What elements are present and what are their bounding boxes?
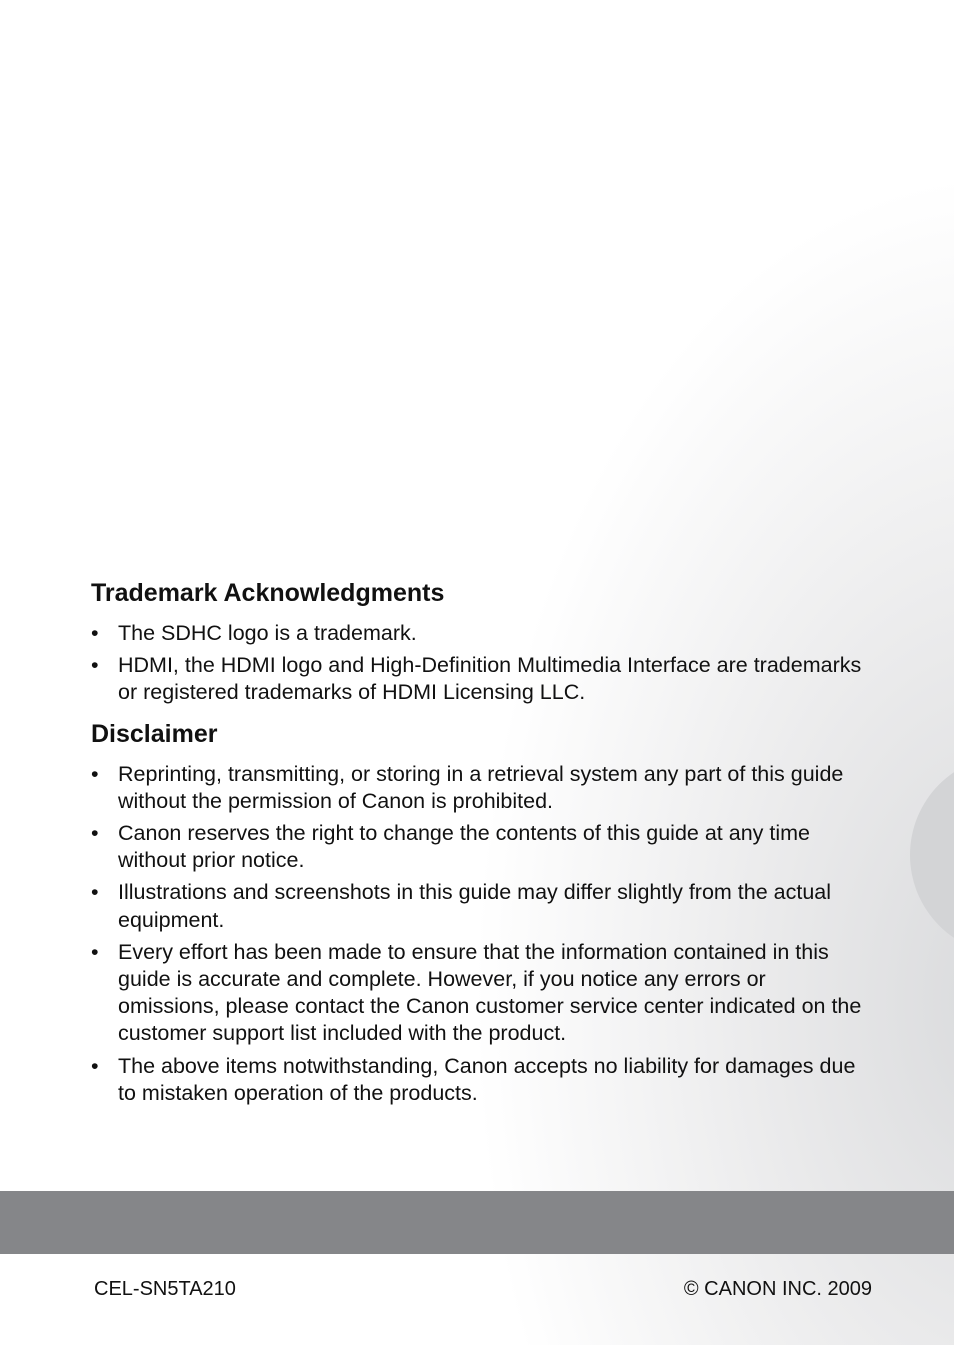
list-item-text: The above items notwithstanding, Canon accepts no liability for damages due to mistaken operation of the products.	[118, 1053, 856, 1105]
list-item	[91, 761, 871, 815]
list-item	[91, 820, 871, 874]
list-item-text: The SDHC logo is a trademark.	[118, 621, 417, 645]
document-code: CEL-SN5TA210	[94, 1278, 236, 1300]
list-item	[91, 939, 871, 1048]
bullet: •	[91, 939, 99, 964]
bullet: •	[91, 1053, 99, 1078]
list-item	[91, 879, 871, 933]
list-item	[91, 652, 871, 706]
list-item-text: Every effort has been made to ensure that the information contained in this guide is accurate and complete. However, if you notice any errors or omissions, please contact the Canon customer service center indicated on the customer support list included with the product.	[118, 939, 862, 1046]
trademark-list	[91, 620, 871, 707]
bullet: •	[91, 653, 99, 678]
copyright-notice: © CANON INC. 2009	[683, 1278, 872, 1300]
list-item-text: Canon reserves the right to change the contents of this guide at any time without prior notice.	[118, 821, 810, 873]
trademark-heading: Trademark Acknowledgments	[91, 579, 445, 607]
footer-band	[0, 1191, 954, 1254]
bullet: •	[91, 761, 99, 786]
list-item	[91, 1053, 871, 1107]
disclaimer-heading: Disclaimer	[91, 719, 218, 748]
bullet: •	[91, 821, 99, 846]
disclaimer-list	[91, 761, 871, 1107]
bullet: •	[91, 880, 99, 905]
footer	[94, 1278, 872, 1301]
document-body	[91, 576, 871, 1112]
list-item-text: Reprinting, transmitting, or storing in a retrieval system any part of this guide without the permission of Canon is prohibited.	[118, 761, 844, 813]
list-item-text: HDMI, the HDMI logo and High-Definition Multimedia Interface are trademarks or registered trademarks of HDMI Licensing LLC.	[118, 653, 862, 705]
list-item	[91, 620, 871, 647]
list-item-text: Illustrations and screenshots in this guide may differ slightly from the actual equipment.	[118, 880, 832, 932]
bullet: •	[91, 621, 99, 645]
